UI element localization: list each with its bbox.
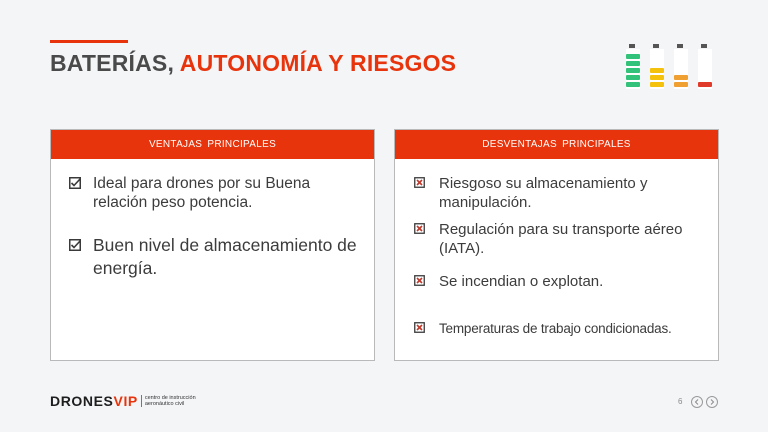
list-item: [414, 272, 709, 291]
battery-levels-icon: [624, 44, 716, 90]
page-title: [50, 50, 456, 77]
x-box-icon: [414, 223, 425, 234]
chevron-left-icon: [694, 399, 700, 405]
logo-sub-line-2: aeronáutico civil: [144, 401, 185, 407]
disadvantage-text: Temperaturas de trabajo condicionadas.: [439, 321, 672, 336]
logo-vip-text: VIP: [113, 393, 138, 409]
previous-slide-button[interactable]: [691, 396, 703, 408]
disadvantages-header: DESVENTAJAS PRINCIPALES: [395, 130, 718, 159]
advantages-header: VENTAJAS PRINCIPALES: [51, 130, 374, 159]
list-item: [414, 174, 709, 212]
list-item: [69, 174, 359, 212]
logo-subtitle: [145, 395, 196, 407]
advantage-text: Buen nivel de almacenamiento de energía.: [93, 235, 357, 278]
page-number: 6: [678, 397, 683, 406]
x-box-icon: [414, 177, 425, 188]
list-item: [414, 220, 709, 258]
disadvantage-text: Regulación para su transporte aéreo (IATA).: [439, 221, 683, 257]
x-box-icon: [414, 275, 425, 286]
title-part-2: AUTONOMÍA Y RIESGOS: [179, 50, 457, 76]
title-accent-line: [50, 40, 128, 43]
advantage-text: Ideal para drones por su Buena relación peso potencia.: [93, 175, 311, 211]
disadvantages-panel: [394, 129, 719, 361]
drones-vip-logo: [50, 393, 196, 409]
chevron-right-icon: [709, 399, 715, 405]
disadvantage-text: Se incendian o explotan.: [439, 273, 604, 290]
x-box-icon: [414, 322, 425, 333]
logo-drones-text: DRONES: [50, 393, 114, 409]
checked-box-icon: [69, 177, 81, 189]
list-item: [414, 319, 719, 338]
advantages-panel: [50, 129, 375, 361]
list-item: [69, 234, 369, 280]
title-part-1: BATERÍAS,: [50, 50, 180, 76]
checked-box-icon: [69, 239, 81, 251]
logo-separator: [141, 395, 142, 407]
disadvantage-text: Riesgoso su almacenamiento y manipulación.: [439, 175, 648, 211]
next-slide-button[interactable]: [706, 396, 718, 408]
logo-sub-line-1: centro de instrucción: [144, 395, 196, 401]
